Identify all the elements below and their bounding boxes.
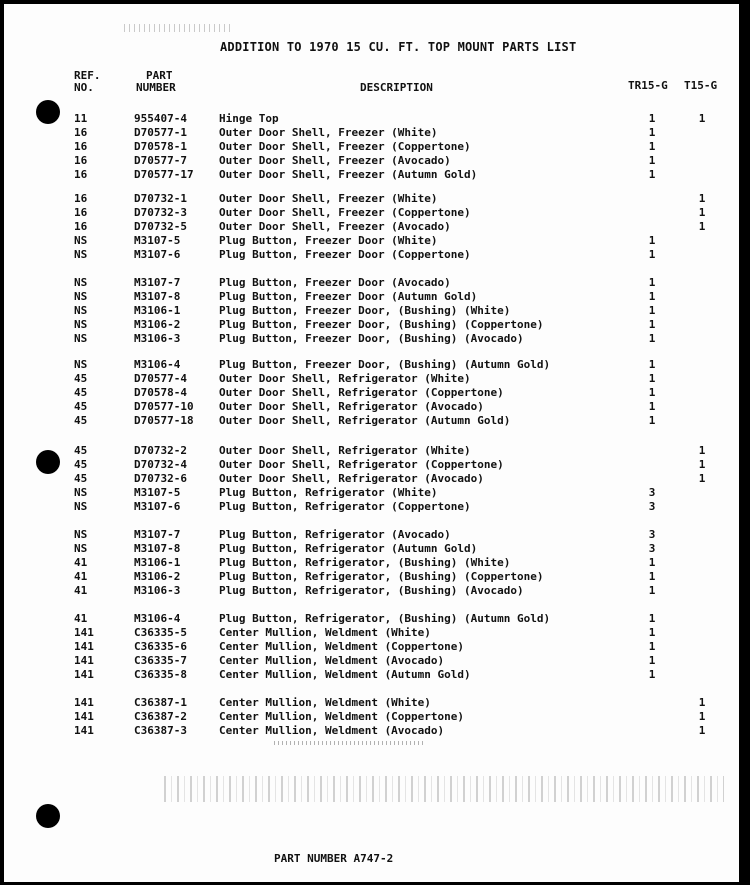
qty-t15g: 1 bbox=[698, 205, 706, 219]
punch-hole-middle bbox=[36, 450, 60, 474]
ref-number: 16 bbox=[74, 153, 88, 167]
ref-number: NS bbox=[74, 289, 88, 303]
qty-tr15g: 1 bbox=[648, 112, 656, 125]
part-number: M3107-6 bbox=[134, 247, 181, 261]
description: Plug Button, Freezer Door, (Bushing) (White) bbox=[219, 303, 511, 317]
description: Outer Door Shell, Refrigerator (Coppertone) bbox=[219, 385, 504, 399]
description: Plug Button, Refrigerator (Autumn Gold) bbox=[219, 541, 478, 555]
qty-tr15g: 1 bbox=[648, 371, 656, 385]
ref-number: 141 bbox=[74, 639, 94, 653]
description: Outer Door Shell, Freezer (Coppertone) bbox=[219, 205, 471, 219]
ref-number: 41 bbox=[74, 569, 88, 583]
part-number: M3106-4 bbox=[134, 612, 181, 625]
part-number: D70732-1 bbox=[134, 192, 187, 205]
punch-hole-bottom bbox=[36, 804, 60, 828]
ref-number: 141 bbox=[74, 696, 94, 709]
part-number: D70577-18 bbox=[134, 413, 194, 427]
qty-t15g: 1 bbox=[698, 219, 706, 233]
header-part-line1: PART bbox=[146, 69, 173, 82]
description: Outer Door Shell, Freezer (Avocado) bbox=[219, 219, 451, 233]
header-ref-line2: NO. bbox=[74, 81, 94, 94]
qty-t15g: 1 bbox=[698, 457, 706, 471]
part-number: C36335-6 bbox=[134, 639, 187, 653]
qty-tr15g: 1 bbox=[648, 125, 656, 139]
ref-number: 45 bbox=[74, 371, 88, 385]
part-number: M3106-4 bbox=[134, 358, 181, 371]
qty-tr15g: 1 bbox=[648, 569, 656, 583]
part-number: D70732-6 bbox=[134, 471, 187, 485]
qty-tr15g: 1 bbox=[648, 625, 656, 639]
part-number: M3107-7 bbox=[134, 276, 181, 289]
qty-tr15g: 1 bbox=[648, 583, 656, 597]
description: Outer Door Shell, Refrigerator (Avocado) bbox=[219, 471, 484, 485]
qty-t15g: 1 bbox=[698, 723, 706, 737]
ref-number: 141 bbox=[74, 653, 94, 667]
qty-t15g: 1 bbox=[698, 192, 706, 205]
description: Center Mullion, Weldment (Avocado) bbox=[219, 653, 445, 667]
description: Plug Button, Refrigerator, (Bushing) (White) bbox=[219, 555, 511, 569]
part-number: D70732-4 bbox=[134, 457, 187, 471]
ref-number: NS bbox=[74, 303, 88, 317]
ref-number: NS bbox=[74, 499, 88, 513]
header-ref-line1: REF. bbox=[74, 69, 101, 82]
part-number: D70577-7 bbox=[134, 153, 187, 167]
ref-number: 45 bbox=[74, 413, 88, 427]
ref-number: NS bbox=[74, 317, 88, 331]
qty-tr15g: 1 bbox=[648, 247, 656, 261]
part-number: C36335-8 bbox=[134, 667, 187, 681]
qty-t15g: 1 bbox=[698, 112, 706, 125]
qty-tr15g: 1 bbox=[648, 413, 656, 427]
qty-t15g: 1 bbox=[698, 471, 706, 485]
qty-tr15g: 1 bbox=[648, 139, 656, 153]
description: Plug Button, Freezer Door (Autumn Gold) bbox=[219, 289, 478, 303]
ref-number: NS bbox=[74, 541, 88, 555]
ref-number: NS bbox=[74, 485, 88, 499]
header-tr15g: TR15-G bbox=[628, 79, 668, 92]
ref-number: 141 bbox=[74, 625, 94, 639]
punch-hole-top bbox=[36, 100, 60, 124]
part-number: M3107-5 bbox=[134, 485, 181, 499]
description: Outer Door Shell, Refrigerator (Coppertone) bbox=[219, 457, 504, 471]
ref-number: NS bbox=[74, 247, 88, 261]
qty-tr15g: 1 bbox=[648, 358, 656, 371]
part-number: M3107-6 bbox=[134, 499, 181, 513]
description: Plug Button, Freezer Door, (Bushing) (Coppertone) bbox=[219, 317, 544, 331]
description: Outer Door Shell, Freezer (White) bbox=[219, 125, 438, 139]
part-number: M3106-1 bbox=[134, 555, 181, 569]
qty-tr15g: 1 bbox=[648, 385, 656, 399]
qty-tr15g: 1 bbox=[648, 233, 656, 247]
part-number: M3106-2 bbox=[134, 317, 181, 331]
description: Center Mullion, Weldment (White) bbox=[219, 696, 431, 709]
description: Center Mullion, Weldment (White) bbox=[219, 625, 431, 639]
qty-tr15g: 1 bbox=[648, 653, 656, 667]
header-description: DESCRIPTION bbox=[360, 81, 433, 94]
ref-number: 41 bbox=[74, 583, 88, 597]
header-t15g: T15-G bbox=[684, 79, 718, 92]
ref-number: 16 bbox=[74, 205, 88, 219]
description: Center Mullion, Weldment (Avocado) bbox=[219, 723, 445, 737]
part-number: D70578-4 bbox=[134, 385, 187, 399]
ref-number: 141 bbox=[74, 723, 94, 737]
qty-tr15g: 3 bbox=[648, 541, 656, 555]
footer-part-number: PART NUMBER A747-2 bbox=[274, 852, 394, 865]
part-number: M3106-1 bbox=[134, 303, 181, 317]
part-number: D70577-1 bbox=[134, 125, 187, 139]
part-number: D70732-2 bbox=[134, 444, 187, 457]
qty-t15g: 1 bbox=[698, 444, 706, 457]
header-part-number bbox=[136, 70, 176, 94]
part-number: C36387-1 bbox=[134, 696, 187, 709]
part-number: M3107-5 bbox=[134, 233, 181, 247]
part-number: D70732-3 bbox=[134, 205, 187, 219]
qty-tr15g: 1 bbox=[648, 639, 656, 653]
description: Outer Door Shell, Freezer (Coppertone) bbox=[219, 139, 471, 153]
part-number: M3107-7 bbox=[134, 528, 181, 541]
description: Plug Button, Refrigerator, (Bushing) (Autumn Gold) bbox=[219, 612, 551, 625]
description: Outer Door Shell, Freezer (Avocado) bbox=[219, 153, 451, 167]
ref-number: NS bbox=[74, 331, 88, 345]
part-number: C36335-7 bbox=[134, 653, 187, 667]
description: Center Mullion, Weldment (Autumn Gold) bbox=[219, 667, 471, 681]
ref-number: NS bbox=[74, 528, 88, 541]
qty-tr15g: 1 bbox=[648, 317, 656, 331]
description: Outer Door Shell, Refrigerator (White) bbox=[219, 371, 471, 385]
ref-number: NS bbox=[74, 358, 88, 371]
qty-tr15g: 1 bbox=[648, 331, 656, 345]
part-number: C36387-3 bbox=[134, 723, 187, 737]
description: Plug Button, Freezer Door (Avocado) bbox=[219, 276, 451, 289]
description: Outer Door Shell, Refrigerator (Avocado) bbox=[219, 399, 484, 413]
description: Plug Button, Refrigerator (Coppertone) bbox=[219, 499, 471, 513]
description: Center Mullion, Weldment (Coppertone) bbox=[219, 709, 465, 723]
ref-number: 45 bbox=[74, 471, 88, 485]
part-number: M3106-3 bbox=[134, 331, 181, 345]
part-number: C36335-5 bbox=[134, 625, 187, 639]
header-part-line2: NUMBER bbox=[136, 81, 176, 94]
qty-t15g: 1 bbox=[698, 709, 706, 723]
description: Outer Door Shell, Freezer (Autumn Gold) bbox=[219, 167, 478, 181]
qty-tr15g: 1 bbox=[648, 399, 656, 413]
description: Outer Door Shell, Refrigerator (Autumn Gold) bbox=[219, 413, 511, 427]
scan-artifact-bottom bbox=[164, 776, 724, 802]
ref-number: 45 bbox=[74, 444, 88, 457]
qty-tr15g: 1 bbox=[648, 667, 656, 681]
ref-number: 41 bbox=[74, 555, 88, 569]
qty-tr15g: 1 bbox=[648, 612, 656, 625]
part-number: 955407-4 bbox=[134, 112, 187, 125]
ref-number: 45 bbox=[74, 457, 88, 471]
ref-number: 141 bbox=[74, 709, 94, 723]
qty-tr15g: 3 bbox=[648, 528, 656, 541]
part-number: D70732-5 bbox=[134, 219, 187, 233]
scan-artifact-mid bbox=[274, 741, 424, 745]
qty-t15g: 1 bbox=[698, 696, 706, 709]
qty-tr15g: 1 bbox=[648, 276, 656, 289]
ref-number: 45 bbox=[74, 385, 88, 399]
qty-tr15g: 1 bbox=[648, 289, 656, 303]
scan-artifact-top bbox=[124, 24, 234, 32]
part-number: M3107-8 bbox=[134, 289, 181, 303]
description: Outer Door Shell, Freezer (White) bbox=[219, 192, 438, 205]
qty-tr15g: 1 bbox=[648, 303, 656, 317]
description: Plug Button, Freezer Door, (Bushing) (Autumn Gold) bbox=[219, 358, 551, 371]
description: Center Mullion, Weldment (Coppertone) bbox=[219, 639, 465, 653]
ref-number: NS bbox=[74, 233, 88, 247]
description: Hinge Top bbox=[219, 112, 279, 125]
part-number: M3106-2 bbox=[134, 569, 181, 583]
ref-number: 16 bbox=[74, 139, 88, 153]
qty-tr15g: 1 bbox=[648, 167, 656, 181]
part-number: C36387-2 bbox=[134, 709, 187, 723]
ref-number: 45 bbox=[74, 399, 88, 413]
description: Outer Door Shell, Refrigerator (White) bbox=[219, 444, 471, 457]
description: Plug Button, Freezer Door (Coppertone) bbox=[219, 247, 471, 261]
qty-tr15g: 3 bbox=[648, 485, 656, 499]
description: Plug Button, Refrigerator, (Bushing) (Avocado) bbox=[219, 583, 524, 597]
document-title: ADDITION TO 1970 15 CU. FT. TOP MOUNT PARTS LIST bbox=[220, 40, 577, 54]
ref-number: 16 bbox=[74, 192, 88, 205]
qty-tr15g: 3 bbox=[648, 499, 656, 513]
part-number: D70577-4 bbox=[134, 371, 187, 385]
ref-number: 41 bbox=[74, 612, 88, 625]
document-page bbox=[4, 4, 739, 882]
description: Plug Button, Freezer Door (White) bbox=[219, 233, 438, 247]
part-number: M3107-8 bbox=[134, 541, 181, 555]
ref-number: 16 bbox=[74, 219, 88, 233]
description: Plug Button, Refrigerator, (Bushing) (Coppertone) bbox=[219, 569, 544, 583]
qty-tr15g: 1 bbox=[648, 153, 656, 167]
description: Plug Button, Freezer Door, (Bushing) (Avocado) bbox=[219, 331, 524, 345]
ref-number: 141 bbox=[74, 667, 94, 681]
ref-number: NS bbox=[74, 276, 88, 289]
part-number: D70577-17 bbox=[134, 167, 194, 181]
part-number: D70578-1 bbox=[134, 139, 187, 153]
ref-number: 16 bbox=[74, 125, 88, 139]
header-ref bbox=[74, 70, 101, 94]
description: Plug Button, Refrigerator (White) bbox=[219, 485, 438, 499]
ref-number: 16 bbox=[74, 167, 88, 181]
part-number: D70577-10 bbox=[134, 399, 194, 413]
description: Plug Button, Refrigerator (Avocado) bbox=[219, 528, 451, 541]
part-number: M3106-3 bbox=[134, 583, 181, 597]
ref-number: 11 bbox=[74, 112, 88, 125]
qty-tr15g: 1 bbox=[648, 555, 656, 569]
